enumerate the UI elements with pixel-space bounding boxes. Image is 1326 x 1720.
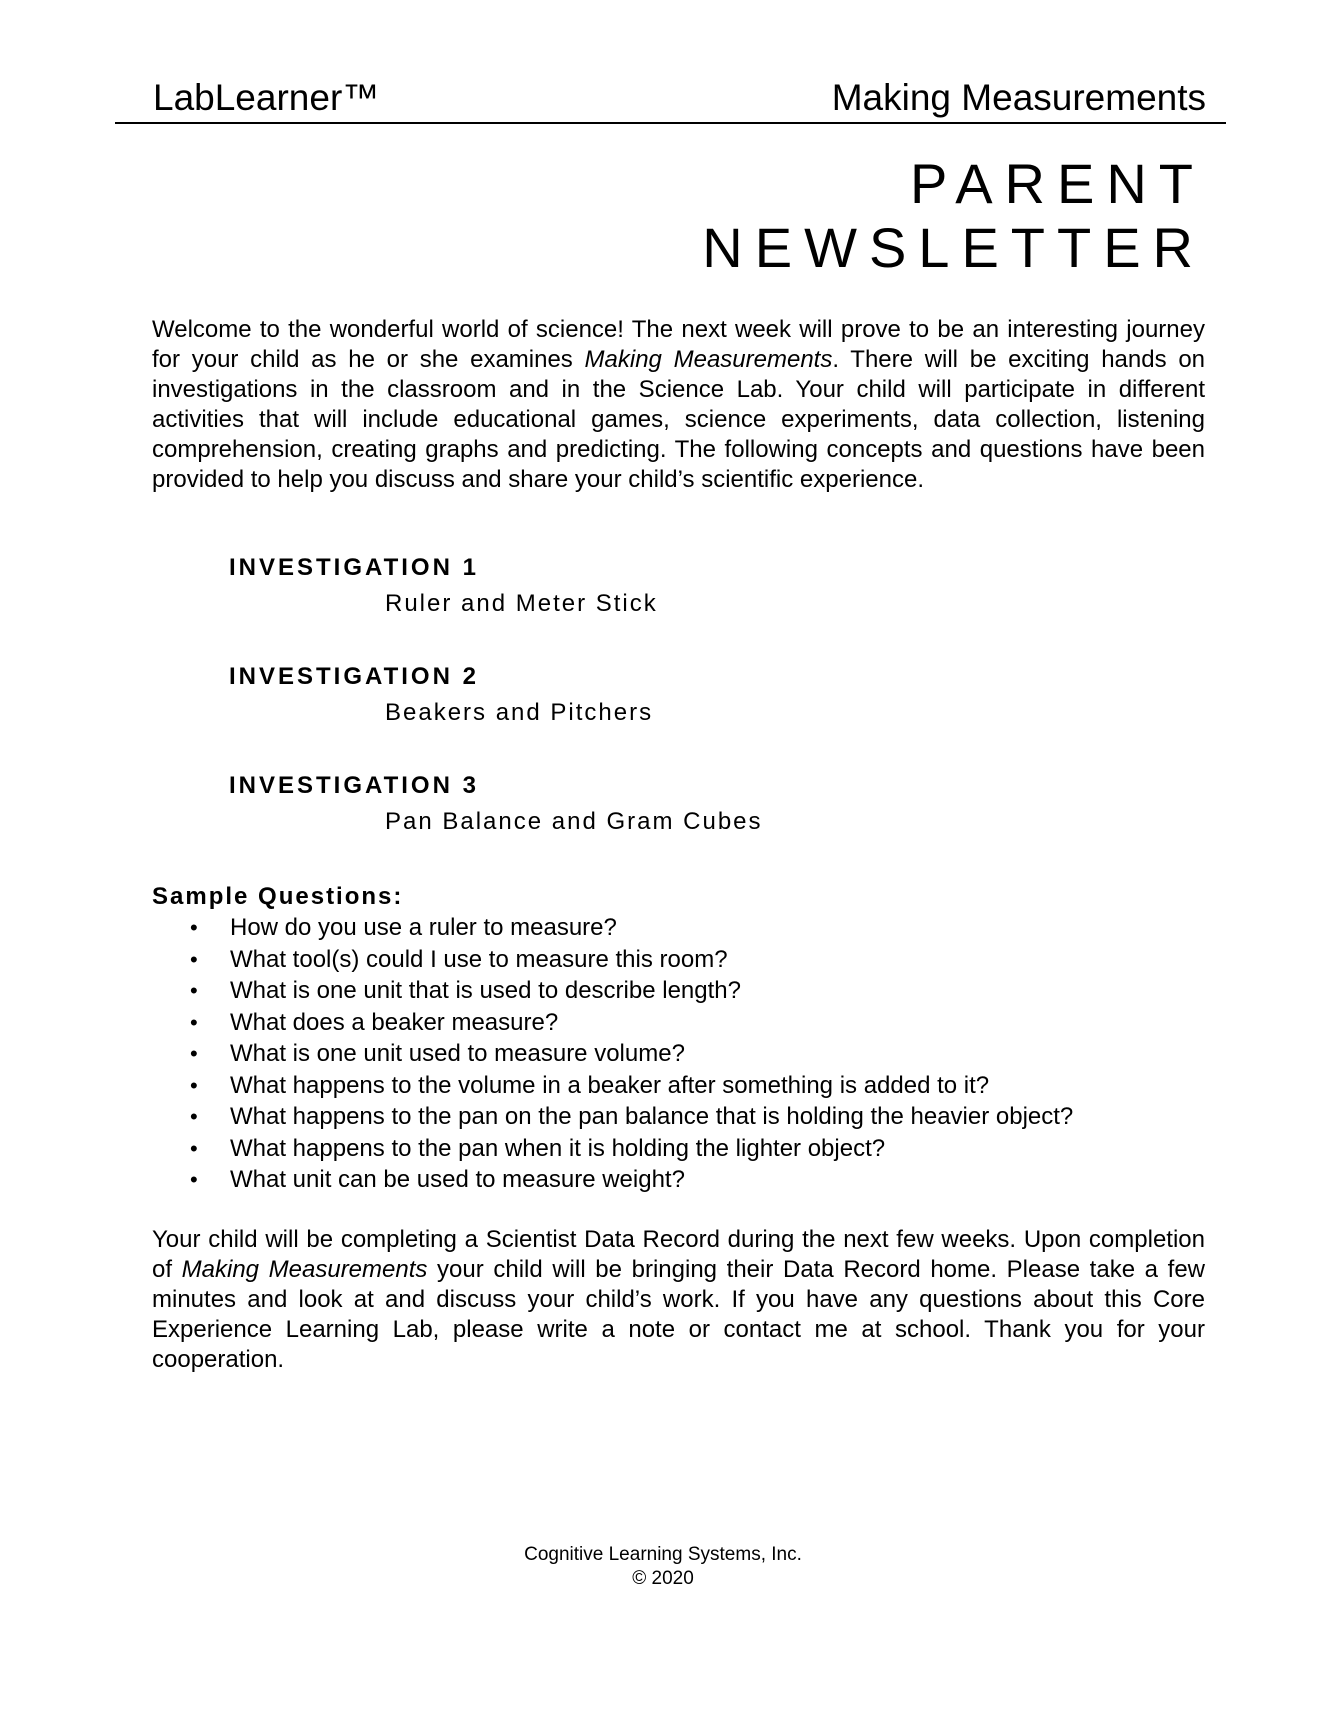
question-text: How do you use a ruler to measure? <box>230 914 617 941</box>
question-item <box>190 1038 1073 1070</box>
sample-questions-list <box>190 912 1073 1196</box>
question-text: What does a beaker measure? <box>230 1008 559 1036</box>
bullet-icon: • <box>190 1041 198 1066</box>
newsletter-title <box>702 152 1205 280</box>
question-text: What happens to the pan on the pan balance that is holding the heavier object? <box>230 1103 1074 1130</box>
bullet-icon: • <box>190 1167 198 1192</box>
intro-paragraph <box>152 315 1205 495</box>
investigation-topic: Pan Balance and Gram Cubes <box>385 808 763 835</box>
question-item <box>190 1133 1073 1165</box>
closing-text-2: your child will be bringing their Data Record home. Please take a few minutes and look at and discuss your child’s work. If you have any questions about this Core Experience Learning Lab, please write a note or contact me at school. Thank you for your cooperation. <box>152 1256 1206 1373</box>
bullet-icon: • <box>190 915 198 940</box>
investigation-1 <box>229 553 658 619</box>
question-text: What unit can be used to measure weight? <box>230 1166 685 1193</box>
question-item <box>190 1070 1073 1102</box>
title-line-2: NEWSLETTER <box>702 216 1205 279</box>
bullet-icon: • <box>190 1104 198 1129</box>
bullet-icon: • <box>190 978 198 1003</box>
bullet-icon: • <box>190 1135 198 1161</box>
intro-text-2: . There will be exciting hands on investigations in the classroom and in the Science Lab. Your child will participate in different activities that will include educational games, science experiments, data collection, listening comprehension, creating graphs and predicting. The following concepts and questions have been provided to help you discuss and share your child’s scientific experience. <box>152 346 1206 493</box>
investigation-label: INVESTIGATION 2 <box>229 663 479 690</box>
question-item <box>190 975 1073 1007</box>
intro-text-1: Welcome to the wonderful world of science! The next week will prove to be an interesting journey for your child as he or she examines <box>152 316 1205 373</box>
question-text: What happens to the volume in a beaker after something is added to it? <box>230 1071 990 1099</box>
company-name: Cognitive Learning Systems, Inc. <box>524 1544 802 1565</box>
question-item <box>190 944 1073 976</box>
investigation-3 <box>229 771 763 837</box>
question-item <box>190 1101 1073 1133</box>
investigation-label: INVESTIGATION 3 <box>229 772 479 799</box>
investigation-topic: Beakers and Pitchers <box>385 699 654 726</box>
investigation-topic: Ruler and Meter Stick <box>385 590 658 617</box>
investigation-label: INVESTIGATION 1 <box>229 554 479 581</box>
bullet-icon: • <box>190 1009 198 1035</box>
title-line-1: PARENT <box>910 152 1205 215</box>
question-item <box>190 912 1073 944</box>
copyright: © 2020 <box>632 1568 694 1589</box>
bullet-icon: • <box>190 1072 198 1098</box>
bullet-icon: • <box>190 946 198 972</box>
question-item <box>190 1164 1073 1196</box>
question-text: What happens to the pan when it is holding the lighter object? <box>230 1134 886 1162</box>
sample-questions-heading: Sample Questions: <box>152 883 404 910</box>
unit-title: Making Measurements <box>831 77 1206 118</box>
investigation-2 <box>229 662 653 728</box>
closing-unit-name: Making Measurements <box>181 1256 428 1283</box>
brand-name: LabLearner™ <box>153 77 380 118</box>
page-footer <box>0 1543 1326 1591</box>
intro-unit-name: Making Measurements <box>584 346 833 373</box>
question-text: What tool(s) could I use to measure this room? <box>230 945 728 973</box>
page-header <box>115 74 1226 124</box>
question-text: What is one unit used to measure volume? <box>230 1040 685 1067</box>
closing-text-1: Your child will be completing a Scientist Data Record during the next few weeks. Upon completion of <box>152 1226 1205 1283</box>
closing-paragraph <box>152 1225 1205 1375</box>
question-item <box>190 1007 1073 1039</box>
question-text: What is one unit that is used to describe length? <box>230 977 741 1004</box>
